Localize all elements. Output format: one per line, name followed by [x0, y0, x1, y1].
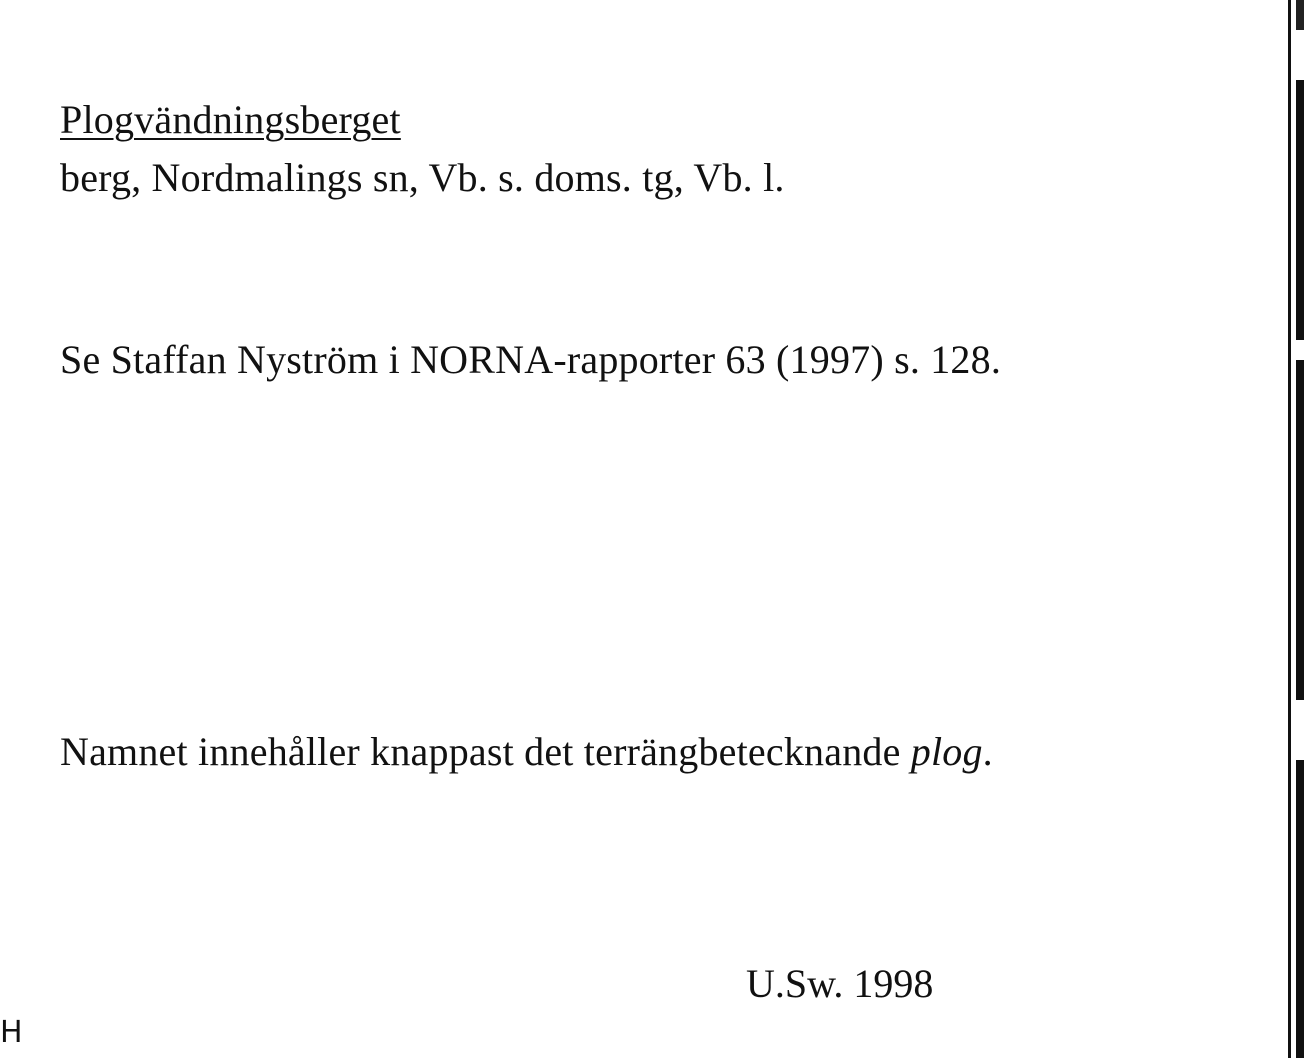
scan-border-line	[1288, 0, 1291, 1058]
place-description: berg, Nordmalings sn, Vb. s. doms. tg, Vb. l.	[60, 155, 785, 200]
comment-end: .	[982, 729, 993, 774]
literature-reference: Se Staffan Nyström i NORNA-rapporter 63 (1997) s. 128.	[60, 337, 1002, 382]
headword: Plogvändningsberget	[60, 97, 401, 142]
corner-scan-mark: H	[0, 1015, 23, 1050]
signature: U.Sw. 1998	[746, 961, 934, 1006]
comment	[60, 728, 993, 776]
comment-text: Namnet innehåller knappast det terrängbetecknande	[60, 729, 911, 774]
scan-border-edge	[1296, 0, 1304, 1058]
comment-emphasis: plog	[910, 729, 983, 774]
